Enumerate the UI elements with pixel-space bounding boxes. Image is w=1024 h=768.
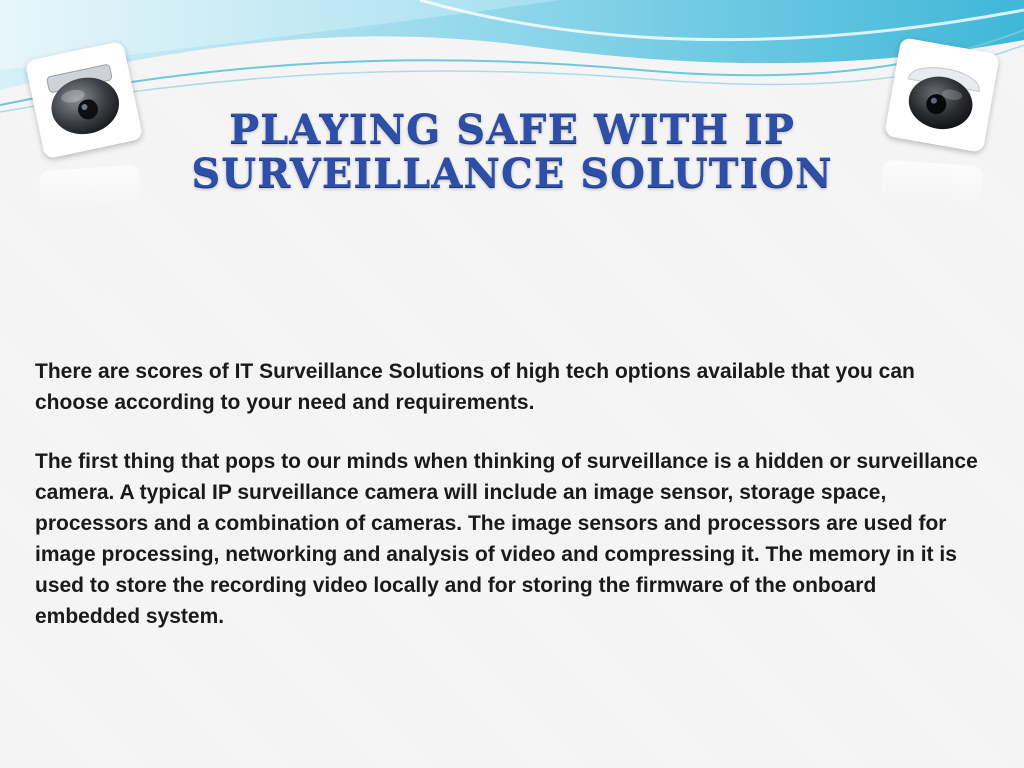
dome-camera-icon [25,41,144,160]
right-camera-reflection [881,160,984,207]
body-paragraph-2: The first thing that pops to our minds when thinking of surveillance is a hidden or surveillance camera. A typical IP surveillance camera will include an image sensor, storage space, processors and a combination of cameras. The image sensors and processors are used for image processing, networking and analysis of video and compressing it. The memory in it is used to store the recording video locally and for storing the firmware of the onboard embedded system. [35,450,978,628]
dome-camera-icon [884,37,1000,153]
body-paragraph-1: There are scores of IT Surveillance Solutions of high tech options available that you can choose according to your need and requirements. [35,360,915,414]
title-line-1: PLAYING SAFE WITH IP [229,106,795,153]
right-camera-card [884,37,1000,153]
title-line-2: SURVEILLANCE SOLUTION [191,150,833,197]
slide-body [35,356,985,660]
left-camera-reflection [39,165,142,212]
slide-title [150,108,874,196]
left-camera-card [25,41,144,160]
